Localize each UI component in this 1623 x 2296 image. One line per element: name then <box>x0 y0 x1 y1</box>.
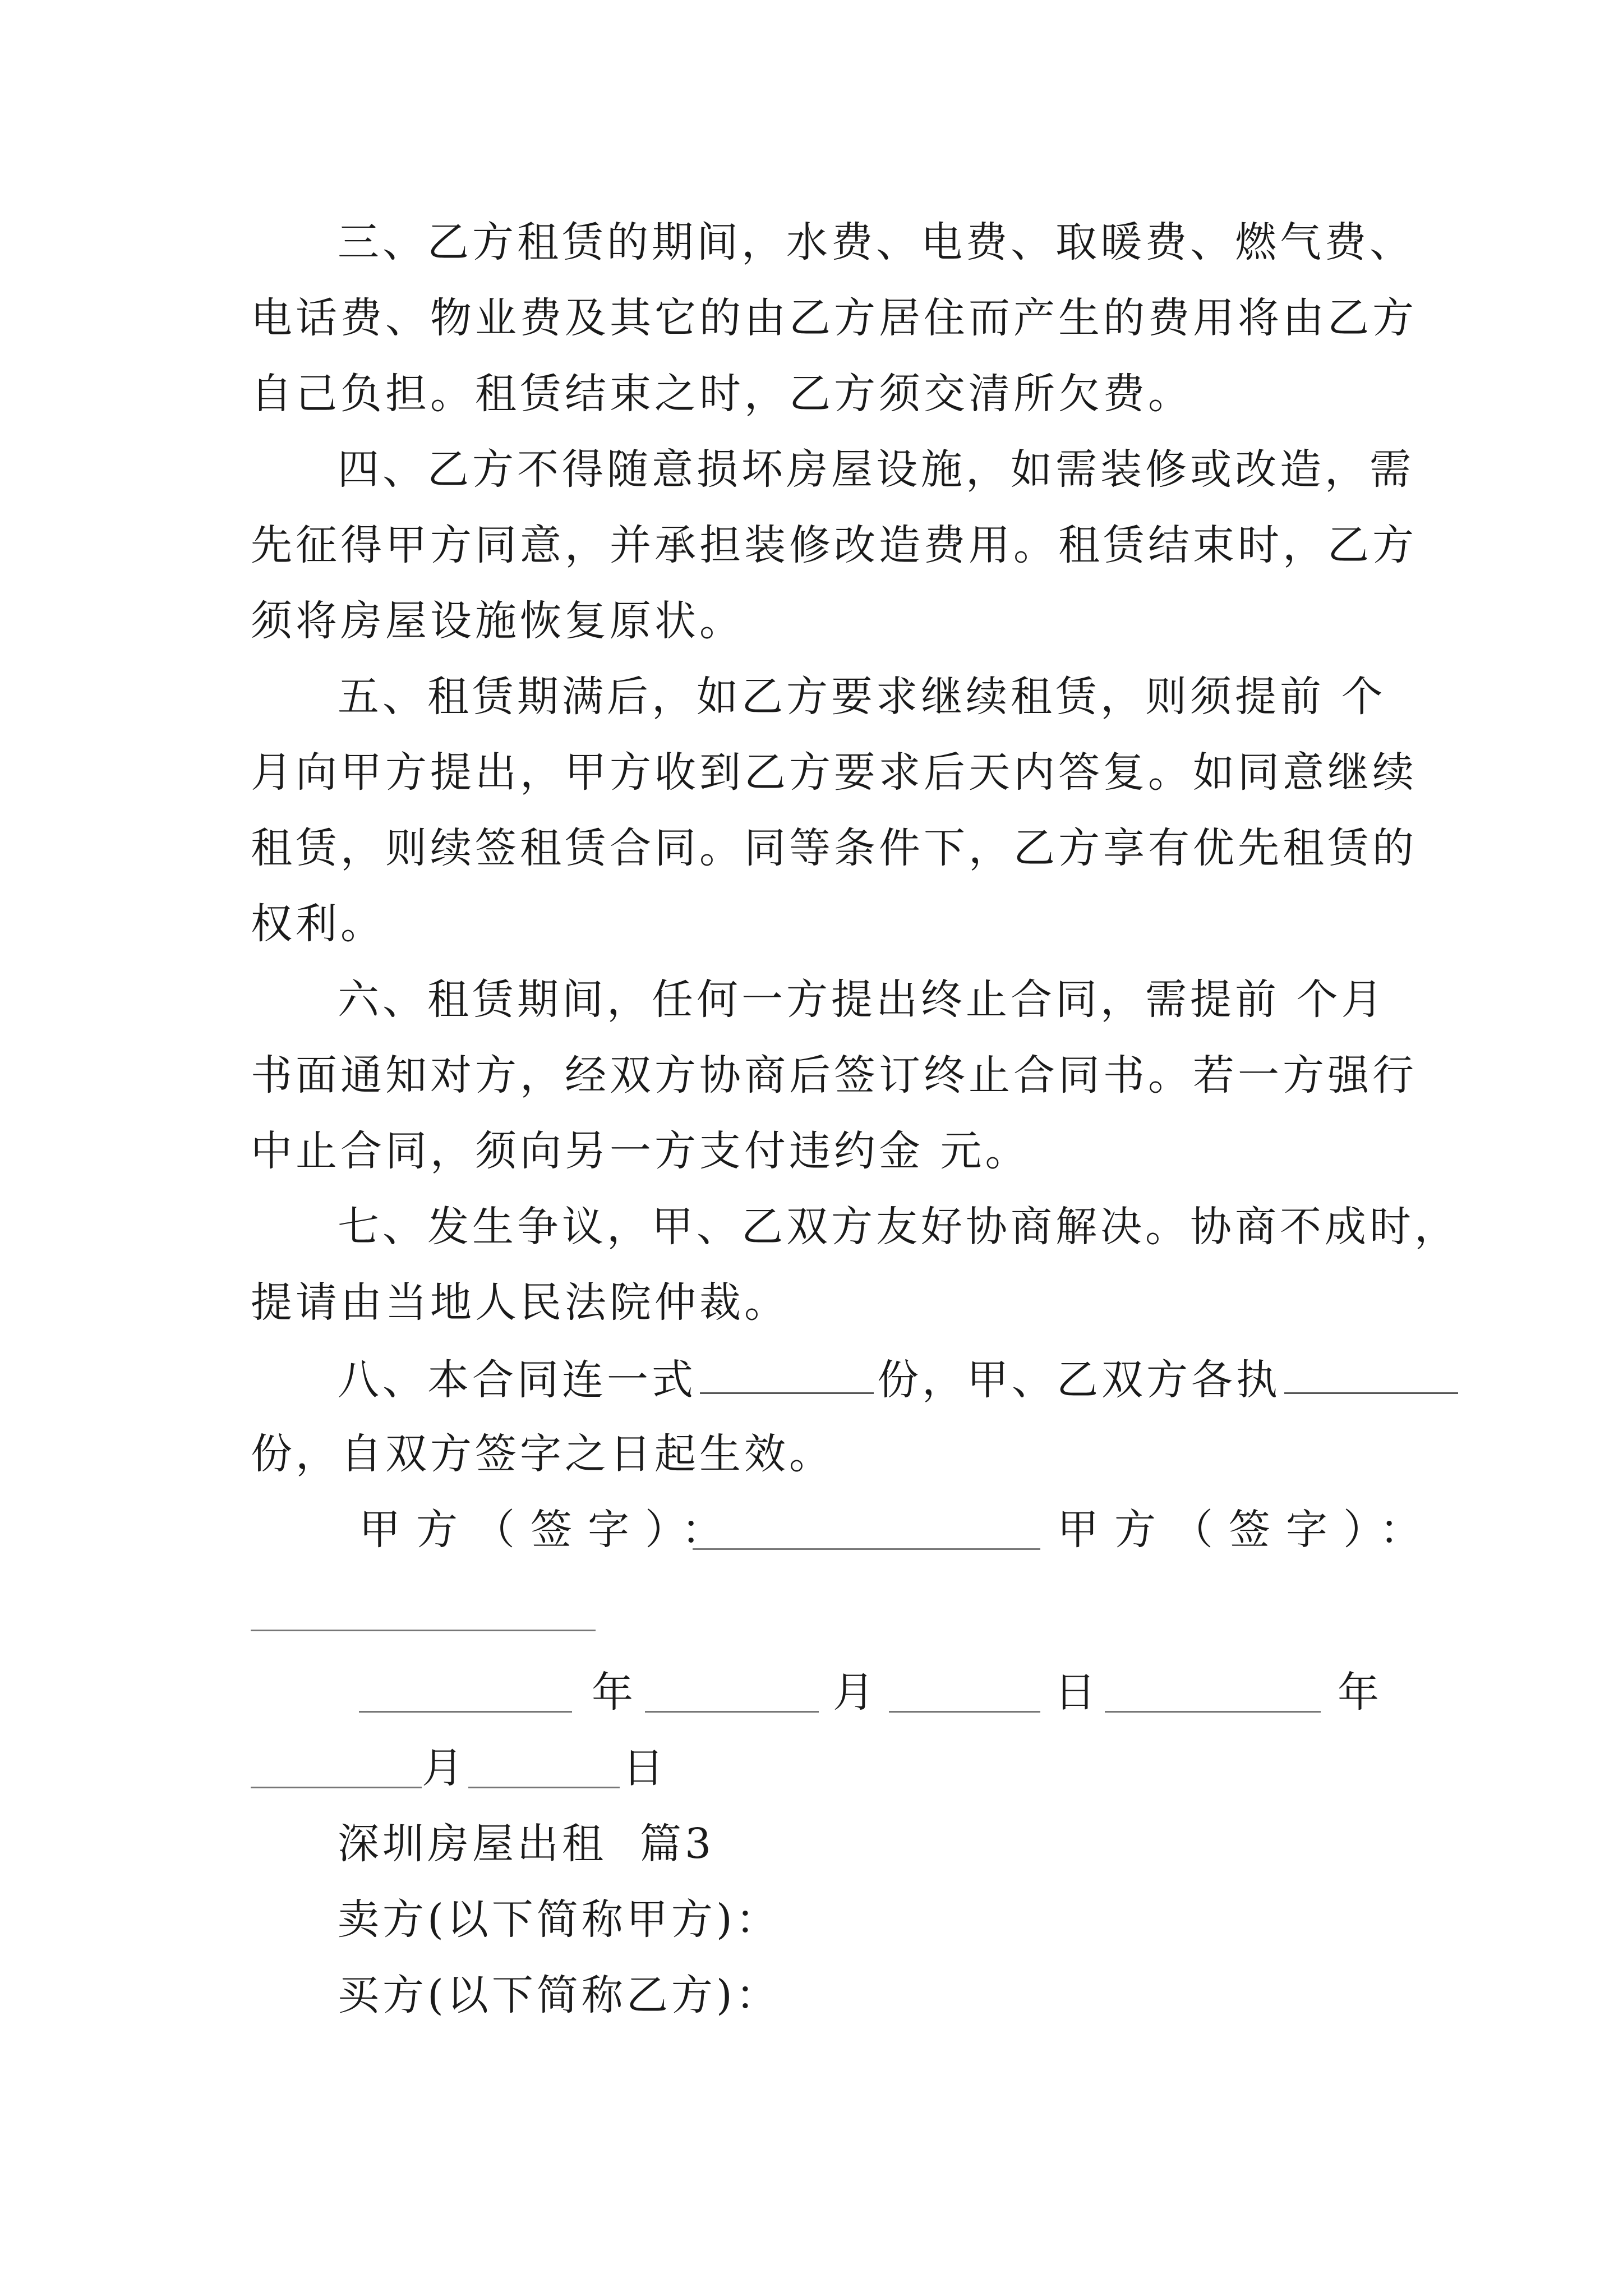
date-a-month-blank <box>645 1711 819 1713</box>
clause-5-line-4: 权利。 <box>251 900 385 948</box>
section-heading: 深圳房屋出租 篇3 <box>338 1820 715 1868</box>
date-a-month-label: 月 <box>833 1668 878 1717</box>
date-b-month-blank <box>251 1787 422 1788</box>
clause-5-line-3: 租赁，则续签租赁合同。同等条件下，乙方享有优先租赁的 <box>251 824 1417 872</box>
clause-5-line-1: 五、租赁期满后，如乙方要求继续租赁，则须提前 个 <box>338 673 1386 721</box>
copies-each-blank <box>1284 1358 1458 1394</box>
date-a-year-blank <box>359 1711 572 1713</box>
date-b-month-label: 月 <box>422 1744 467 1792</box>
clause-3-line-1: 三、乙方租赁的期间，水费、电费、取暖费、燃气费、 <box>338 218 1414 266</box>
date-b-year-label: 年 <box>1338 1668 1382 1717</box>
clause-6-line-2: 书面通知对方，经双方协商后签订终止合同书。若一方强行 <box>251 1051 1417 1099</box>
clause-8-text-b: 份，甲、乙双方各执 <box>877 1356 1281 1404</box>
party-b-signature-blank <box>251 1630 596 1631</box>
clause-4-line-2: 先征得甲方同意，并承担装修改造费用。租赁结束时，乙方 <box>251 521 1417 569</box>
party-a-signature-label: 甲方（签字）： <box>359 1506 739 1554</box>
date-b-day-blank <box>468 1787 620 1788</box>
party-a-signature-blank <box>693 1548 1040 1550</box>
clause-7-line-1: 七、发生争议，甲、乙双方友好协商解决。协商不成时， <box>338 1203 1459 1251</box>
clause-3-line-3: 自己负担。租赁结束之时，乙方须交清所欠费。 <box>251 370 1193 418</box>
seller-line: 卖方(以下简称甲方)： <box>338 1895 781 1944</box>
clause-8-line-2: 份，自双方签字之日起生效。 <box>251 1430 834 1478</box>
clause-4-line-3: 须将房屋设施恢复原状。 <box>251 597 744 645</box>
clause-8-line-1 <box>338 1356 1461 1404</box>
clause-5-line-2: 月向甲方提出，甲方收到乙方要求后天内答复。如同意继续 <box>251 748 1417 797</box>
buyer-line: 买方(以下简称乙方)： <box>338 1971 781 2019</box>
clause-6-line-3: 中止合同，须向另一方支付违约金 元。 <box>251 1127 1030 1175</box>
party-b-signature-label: 甲方（签字）： <box>1057 1506 1437 1554</box>
clause-4-line-1: 四、乙方不得随意损坏房屋设施，如需装修或改造，需 <box>338 445 1414 494</box>
clause-8-text-a: 八、本合同连一式 <box>338 1356 697 1404</box>
date-a-day-blank <box>889 1711 1040 1713</box>
date-b-year-blank <box>1105 1711 1321 1713</box>
date-a-year-label: 年 <box>592 1668 637 1717</box>
date-b-day-label: 日 <box>623 1744 667 1792</box>
date-a-day-label: 日 <box>1054 1668 1099 1717</box>
clause-3-line-2: 电话费、物业费及其它的由乙方居住而产生的费用将由乙方 <box>251 294 1417 342</box>
copies-total-blank <box>700 1358 874 1394</box>
clause-7-line-2: 提请由当地人民法院仲裁。 <box>251 1278 789 1327</box>
clause-6-line-1: 六、租赁期间，任何一方提出终止合同，需提前 个月 <box>338 976 1386 1024</box>
